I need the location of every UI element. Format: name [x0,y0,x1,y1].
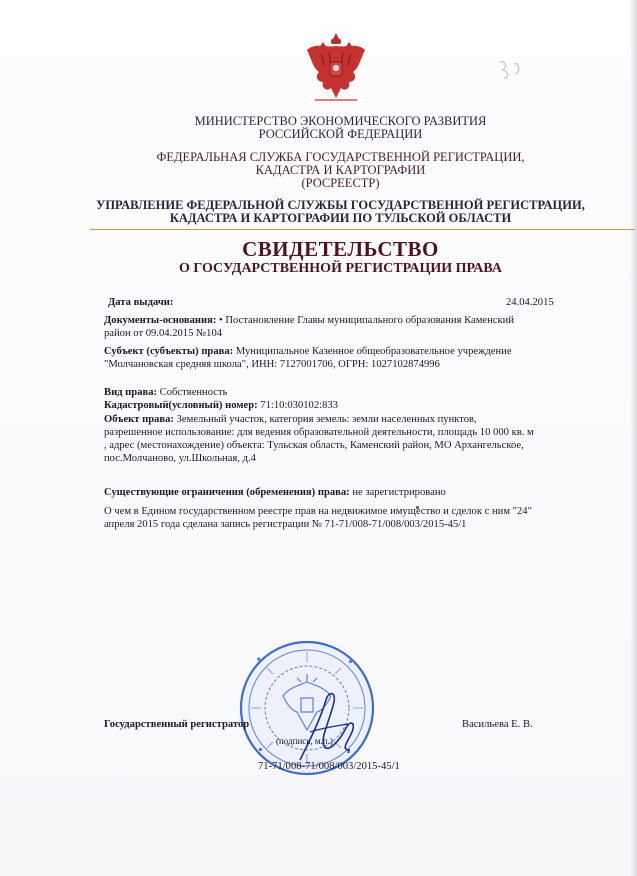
basis-label: Документы-основания: [104,315,217,326]
registry-note-line-2: апреля 2015 года сделана запись регистрации № 71-71/008-71/008/003/2015-45/1 [104,519,467,530]
object-value-line-4: пос.Молчаново, ул.Школьная, д.4 [104,453,256,464]
restrictions-value: не зарегистрировано [349,487,446,498]
cadastral-value: 71:10:030102:833 [257,400,338,411]
registry-note-line-1: О чем в Едином государственном реестре прав на недвижимое имущество и сделок с ним "24" [104,506,532,517]
right-type-value: Собственность [157,387,228,398]
subject-row [104,345,512,358]
issue-date-value: 24.04.2015 [506,297,554,308]
restrictions-label: Существующие ограничения (обременения) права: [104,487,350,498]
service-line-2: КАДАСТРА И КАРТОГРАФИИ [255,163,426,177]
subject-label: Субъект (субъекты) права: [104,346,234,357]
department-line-1: УПРАВЛЕНИЕ ФЕДЕРАЛЬНОЙ СЛУЖБЫ ГОСУДАРСТВЕННОЙ РЕГИСТРАЦИИ, [96,198,585,212]
service-line-3: (РОСРЕЕСТР) [301,176,380,190]
ministry-line-2: РОССИЙСКОЙ ФЕДЕРАЦИИ [258,127,423,141]
cadastral-row [104,399,338,412]
service-line-1: ФЕДЕРАЛЬНАЯ СЛУЖБА ГОСУДАРСТВЕННОЙ РЕГИСТРАЦИИ, [156,150,525,164]
certificate-title: СВИДЕТЕЛЬСТВО [242,237,439,261]
basis-row [104,314,514,327]
registrar-role-label: Государственный регистратор [104,719,250,730]
header-divider [90,229,635,230]
subject-value-line-2: "Молчановская средняя школа", ИНН: 7127001706, ОГРН: 1027102874996 [104,359,440,370]
registrar-name: Васильева Е. В. [462,719,533,730]
object-value-line-2: разрешенное использование: для ведения образовательной деятельности, площадь 10 000 кв. м [104,427,534,438]
signature-caption: (подпись, м.п.) [276,736,333,746]
restrictions-row [104,486,446,499]
certificate-subtitle: О ГОСУДАРСТВЕННОЙ РЕГИСТРАЦИИ ПРАВА [179,261,502,276]
coat-of-arms-icon [301,28,371,108]
object-label: Объект права: [104,414,174,425]
object-value-line-3: , адрес (местонахождение) объекта: Тульская область, Каменский район, МО Архангельское, [104,440,524,451]
right-type-label: Вид права: [104,387,158,398]
handwritten-signature [290,680,370,770]
department-line-2: КАДАСТРА И КАРТОГРАФИИ ПО ТУЛЬСКОЙ ОБЛАСТИ [169,211,512,225]
object-row [104,413,477,426]
object-value-line-1: Земельный участок, категория земель: земли населенных пунктов, [173,414,477,425]
issue-date-label: Дата выдачи: [108,297,174,308]
pencil-mark [496,58,524,82]
ministry-line-1: МИНИСТЕРСТВО ЭКОНОМИЧЕСКОГО РАЗВИТИЯ [194,114,487,128]
record-number: 71-71/008-71/008/003/2015-45/1 [258,761,400,772]
cadastral-label: Кадастровый(условный) номер: [104,400,258,411]
basis-value-line-1: • Постановление Главы муниципального образования Каменский [216,315,514,326]
basis-value-line-2: район от 09.04.2015 №104 [104,328,223,339]
right-type-row [104,386,227,399]
subject-value-line-1: Муниципальное Казенное общеобразовательное учреждение [233,346,512,357]
